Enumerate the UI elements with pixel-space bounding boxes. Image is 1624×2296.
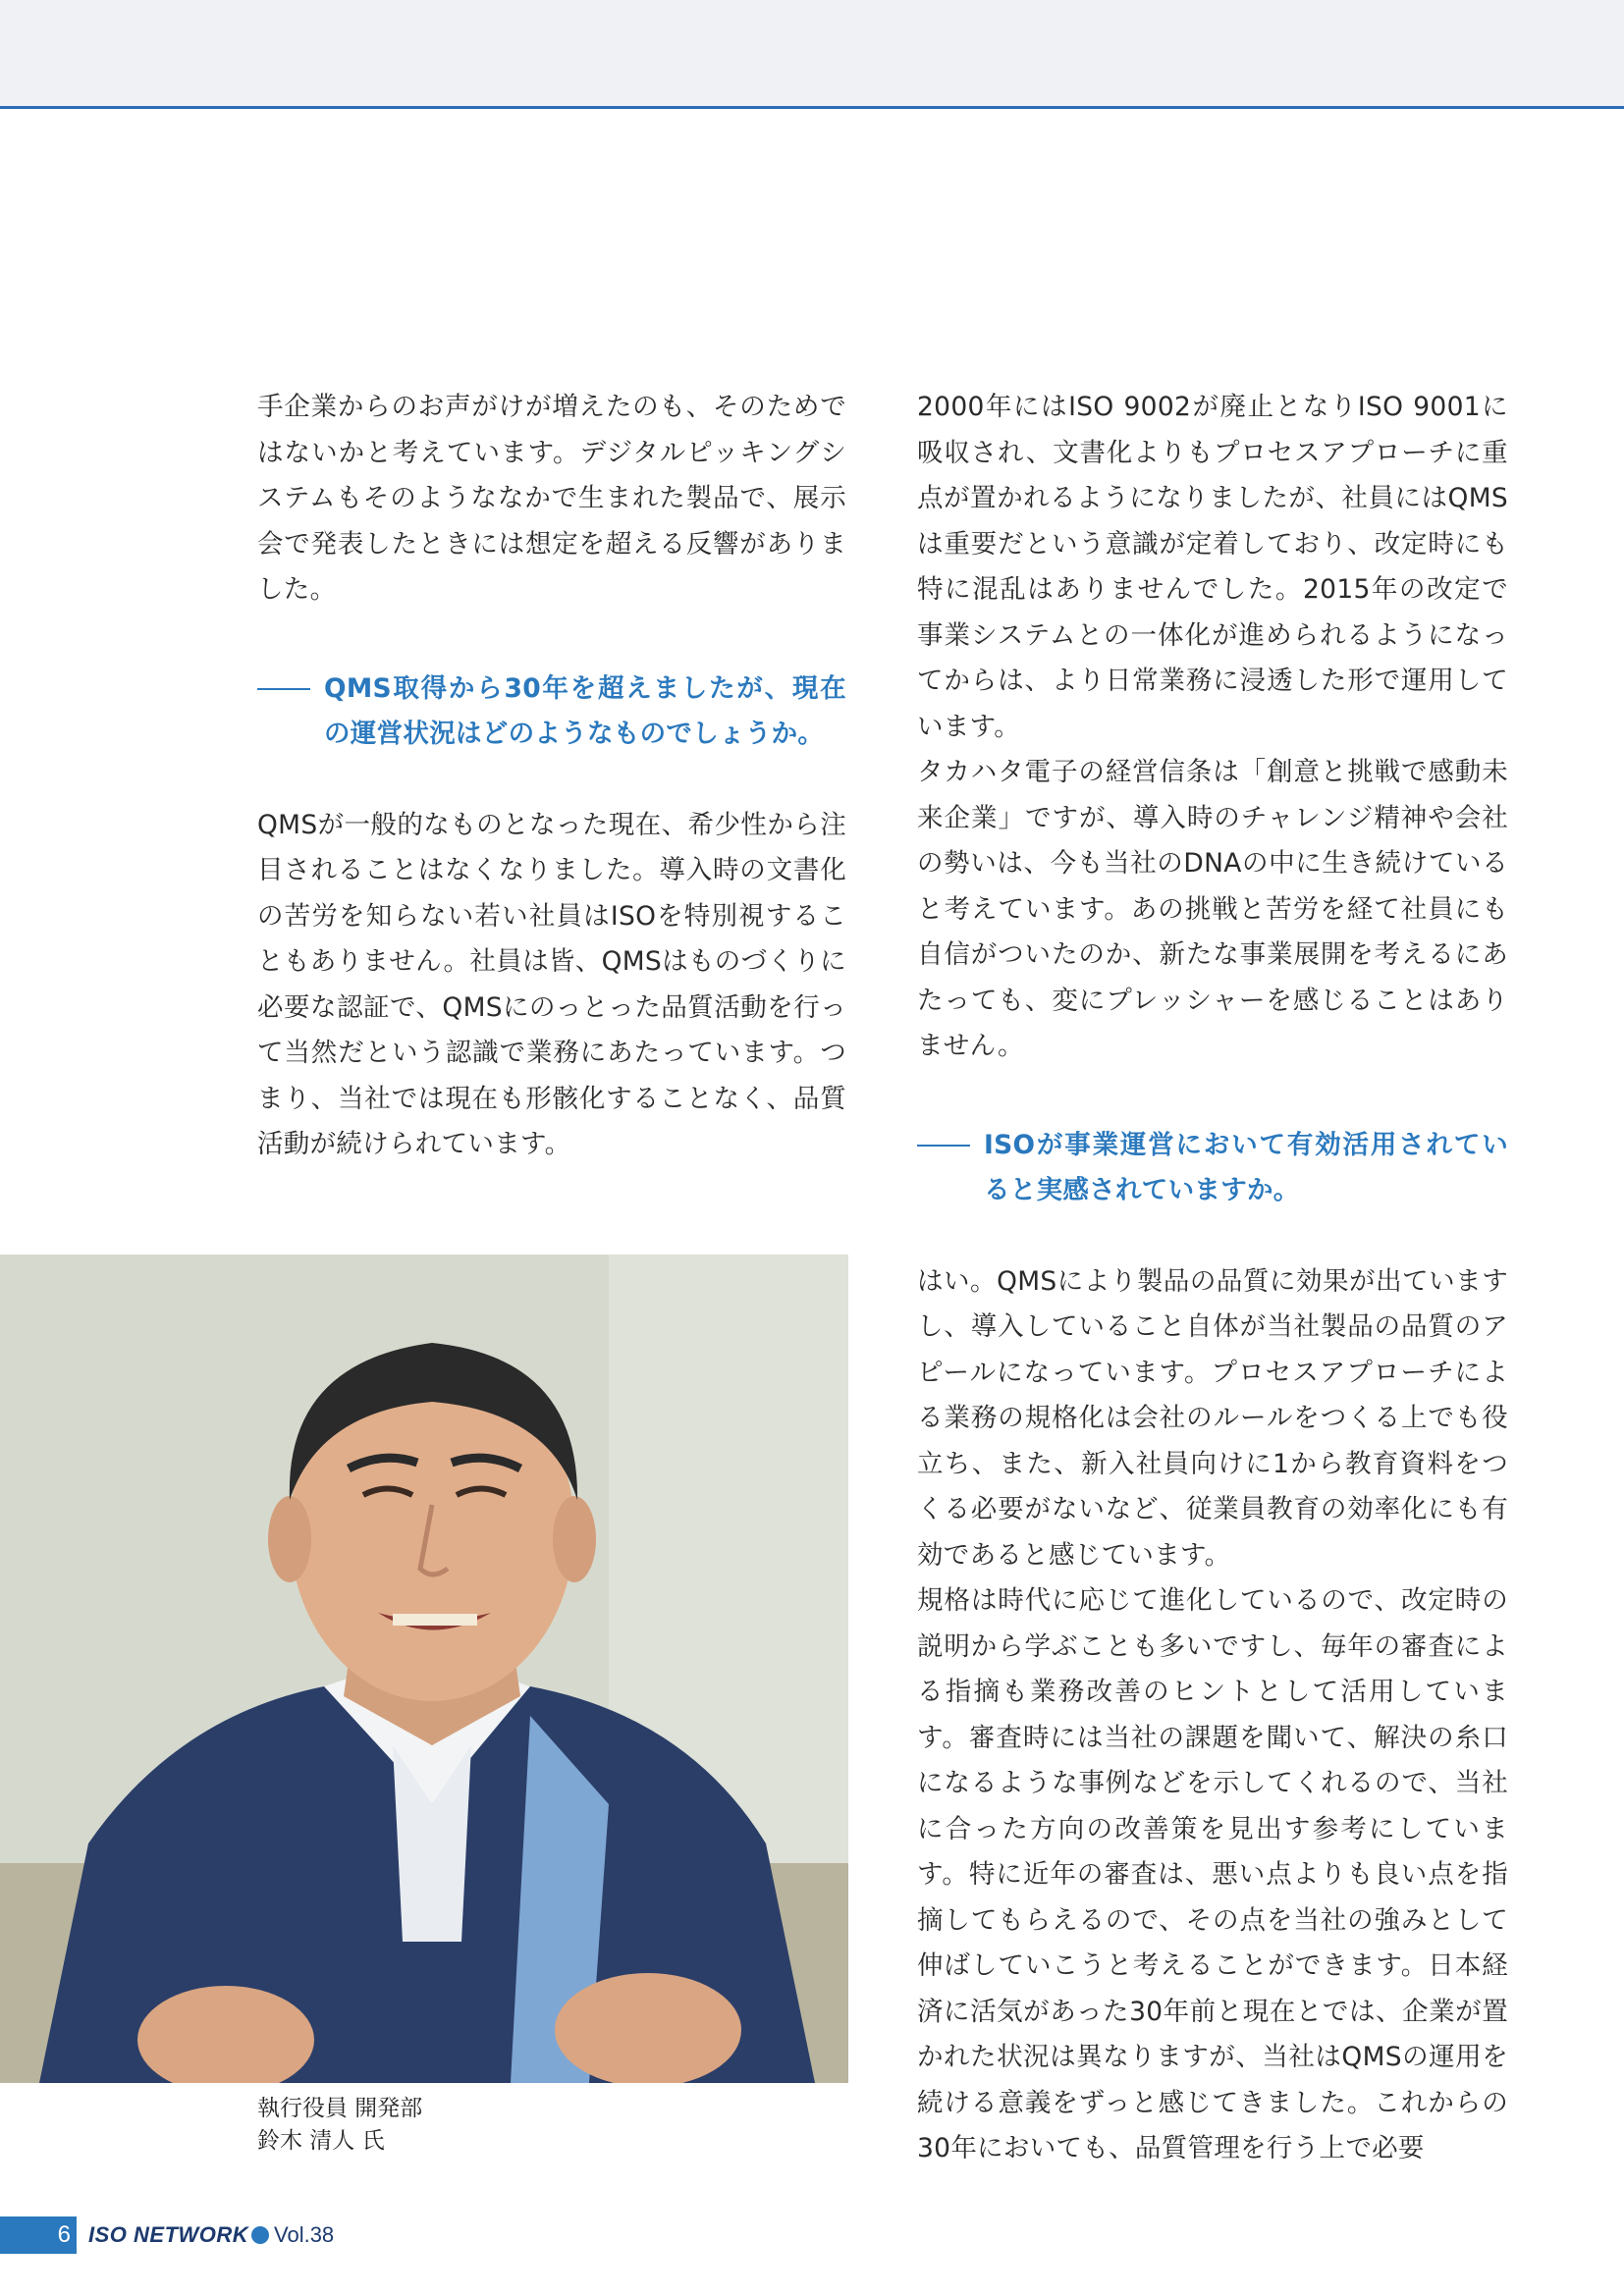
body-paragraph: 2000年にはISO 9002が廃止となりISO 9001に吸収され、文書化よりもプロセスアプローチに重点が置かれるようになりましたが、社員にはQMSは重要だという意識が定着しており、改定時にも特に混乱はありませんでした。2015年の改定で事業システムとの一体化が進められるようになってからは、より日常業務に浸透した形で運用しています。 [917, 392, 1508, 742]
question-text: ISOが事業運営において有効活用されていると実感されていますか。 [984, 1129, 1508, 1205]
interview-question [257, 667, 846, 758]
magazine-name: ISO NETWORK [88, 2222, 249, 2247]
bullet-dot-icon [251, 2226, 269, 2244]
body-paragraph: QMSが一般的なものとなった現在、希少性から注目されることはなくなりました。導入時の文書化の苦労を知らない若い社員はISOを特別視することもありません。社員は皆、QMSはものづくりに必要な認証で、QMSにのっとった品質活動を行って当然だという認識で業務にあたっています。つまり、当社では現在も形骸化することなく、品質活動が続けられています。 [257, 809, 846, 1159]
question-dash [257, 688, 310, 690]
body-paragraph: はい。QMSにより製品の品質に効果が出ていますし、導入していること自体が当社製品の品質のアピールになっています。プロセスアプローチによる業務の規格化は会社のルールをつくる上でも役立ち、また、新入社員向けに1から教育資料をつくる必要がないなど、従業員教育の効率化にも有効であると感じています。 [917, 1265, 1508, 1571]
page-number: 6 [0, 2216, 77, 2254]
portrait-photo [0, 1255, 848, 2083]
header-band [0, 0, 1624, 109]
question-text: QMS取得から30年を超えましたが、現在の運営状況はどのようなものでしょうか。 [324, 672, 846, 749]
body-paragraph: タカハタ電子の経営信条は「創意と挑戦で感動未来企業」ですが、導入時のチャレンジ精神や会社の勢いは、今も当社のDNAの中に生き続けていると考えています。あの挑戦と苦労を経て社員にも自信がついたのか、新たな事業展開を考えるにあたっても、変にプレッシャーを感じることはありません。 [917, 757, 1508, 1061]
volume-label: Vol.38 [274, 2222, 335, 2247]
portrait-illustration [0, 1255, 848, 2083]
photo-caption [257, 2093, 422, 2158]
question-dash [917, 1145, 970, 1147]
caption-name: 鈴木 清人 氏 [257, 2128, 385, 2154]
body-paragraph: 手企業からのお声がけが増えたのも、そのためではないかと考えています。デジタルピッキングシステムもそのようななかで生まれた製品で、展示会で発表したときには想定を超える反響がありました。 [257, 392, 846, 605]
page-footer [0, 2216, 491, 2254]
right-column [917, 385, 1508, 2172]
left-column [257, 385, 846, 1168]
body-paragraph: 規格は時代に応じて進化しているので、改定時の説明から学ぶことも多いですし、毎年の審査による指摘も業務改善のヒントとして活用しています。審査時には当社の課題を聞いて、解決の糸口になるような事例などを示してくれるので、当社に合った方向の改善策を見出す参考にしています。特に近年の審査は、悪い点よりも良い点を指摘してもらえるので、その点を当社の強みとして伸ばしていこうと考えることができます。日本経済に活気があった30年前と現在とでは、企業が置かれた状況は異なりますが、当社はQMSの運用を続ける意義をずっと感じてきました。これからの30年においても、品質管理を行う上で必要 [917, 1585, 1508, 2163]
interview-question [917, 1123, 1508, 1214]
caption-title: 執行役員 開発部 [257, 2096, 423, 2121]
